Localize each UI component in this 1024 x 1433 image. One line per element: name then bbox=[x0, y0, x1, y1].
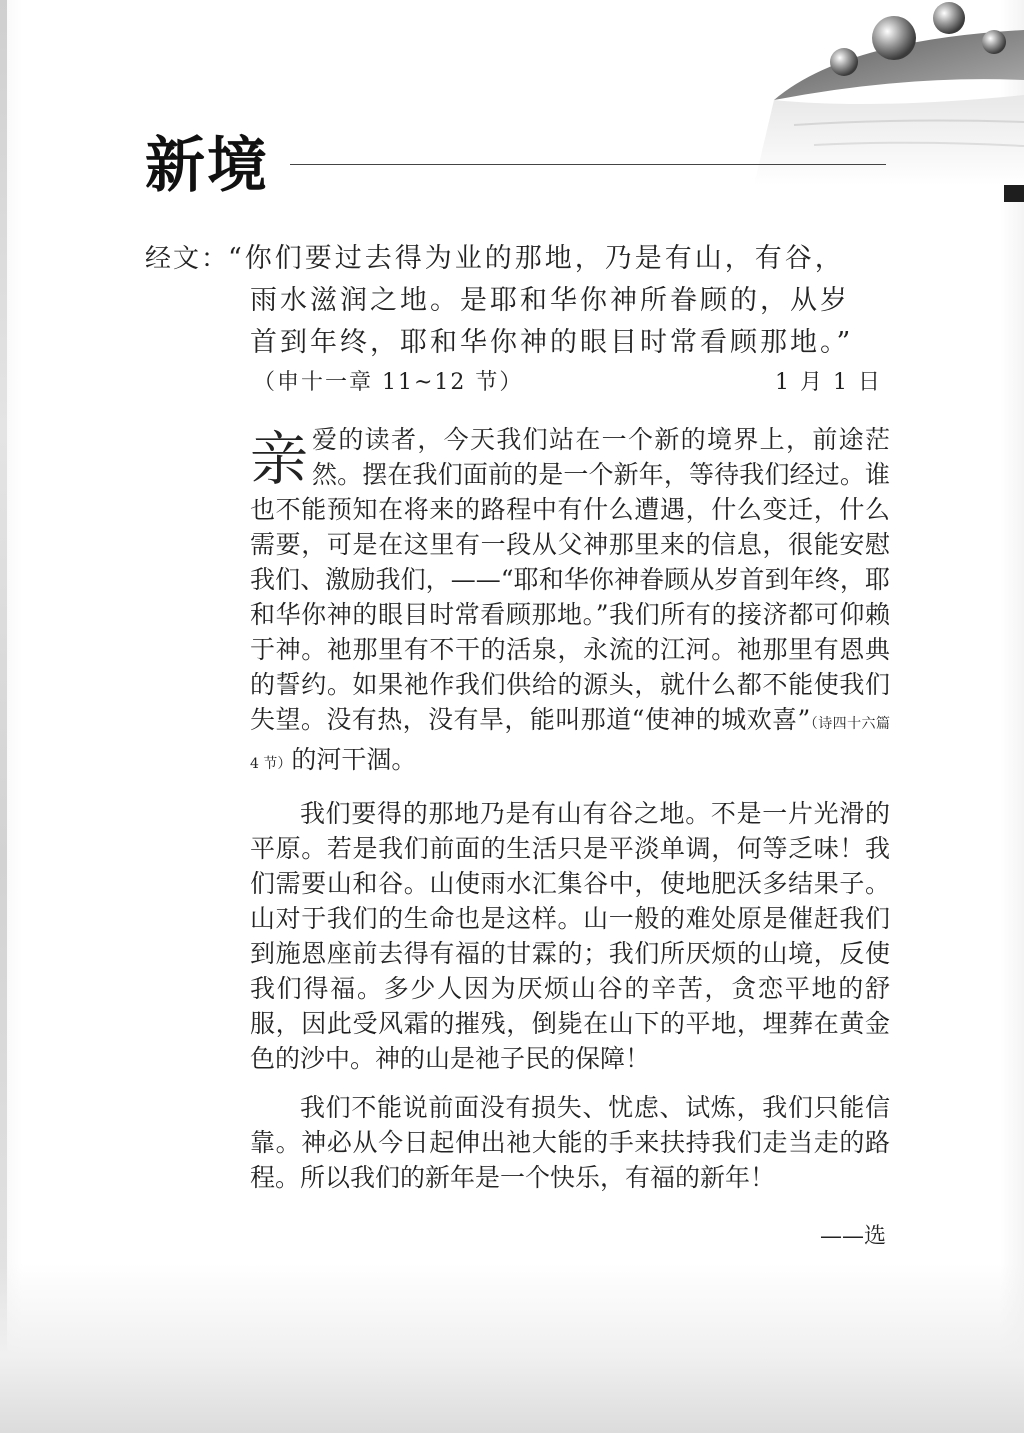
attribution: ——选 bbox=[819, 1224, 886, 1249]
paragraph-text: 的河干涸。 bbox=[291, 745, 417, 774]
title-rule bbox=[290, 164, 886, 165]
scripture-reference: （申十一章 11~12 节） bbox=[253, 370, 524, 395]
devotion-date: 1 月 1 日 bbox=[775, 370, 882, 395]
paragraph-3: 我们不能说前面没有损失、忧虑、试炼，我们只能信靠。神必从今日起伸出祂大能的手来扶持我们走当走的路程。所以我们的新年是一个快乐，有福的新年！ bbox=[250, 1093, 890, 1192]
verse-line: 首到年终，耶和华你神的眼目时常看顾那地。” bbox=[250, 327, 854, 358]
paragraph-2: 我们要得的那地乃是有山有谷之地。不是一片光滑的平原。若是我们前面的生活只是平淡单调，何等乏味！我们需要山和谷。山使雨水汇集谷中，使地肥沃多结果子。山对于我们的生命也是这样。山一般的难处原是催赶我们到施恩座前去得有福的甘霖的；我们所厌烦的山境，反使我们得福。多少人因为厌烦山谷的辛苦，贪恋平地的舒服，因此受风霜的摧残，倒毙在山下的平地，埋葬在黄金色的沙中。神的山是祂子民的保障！ bbox=[250, 799, 890, 1073]
paragraph-1 bbox=[250, 422, 890, 782]
landscape-decoration bbox=[0, 1263, 1024, 1433]
verse-line: 雨水滋润之地。是耶和华你神所眷顾的，从岁 bbox=[250, 285, 850, 316]
page-edge-shadow bbox=[0, 0, 7, 1433]
verse-text bbox=[228, 238, 888, 364]
article-body bbox=[250, 422, 890, 1195]
verse-line: “你们要过去得为业的那地，乃是有山，有谷， bbox=[228, 243, 845, 274]
verse-label: 经文： bbox=[145, 244, 230, 274]
page-title: 新境 bbox=[145, 131, 269, 201]
paragraph-text: 爱的读者，今天我们站在一个新的境界上，前途茫然。摆在我们面前的是一个新年，等待我们经过。谁也不能预知在将来的路程中有什么遭遇，什么变迁，什么需要，可是在这里有一段从父神那里来的信息，很能安慰我们、激励我们，——“耶和华你神眷顾从岁首到年终，耶和华你神的眼目时常看顾那地。”我们所有的接济都可仰赖于神。祂那里有不干的活泉，永流的江河。祂那里有恩典的誓约。如果祂作我们供给的源头，就什么都不能使我们失望。没有热，没有旱，能叫那道“使神的城欢喜” bbox=[250, 425, 890, 734]
drop-cap: 亲 bbox=[250, 425, 309, 493]
inline-reference: （诗四十六篇 4 节） bbox=[250, 716, 890, 772]
water-droplets-decoration bbox=[754, 0, 1024, 185]
